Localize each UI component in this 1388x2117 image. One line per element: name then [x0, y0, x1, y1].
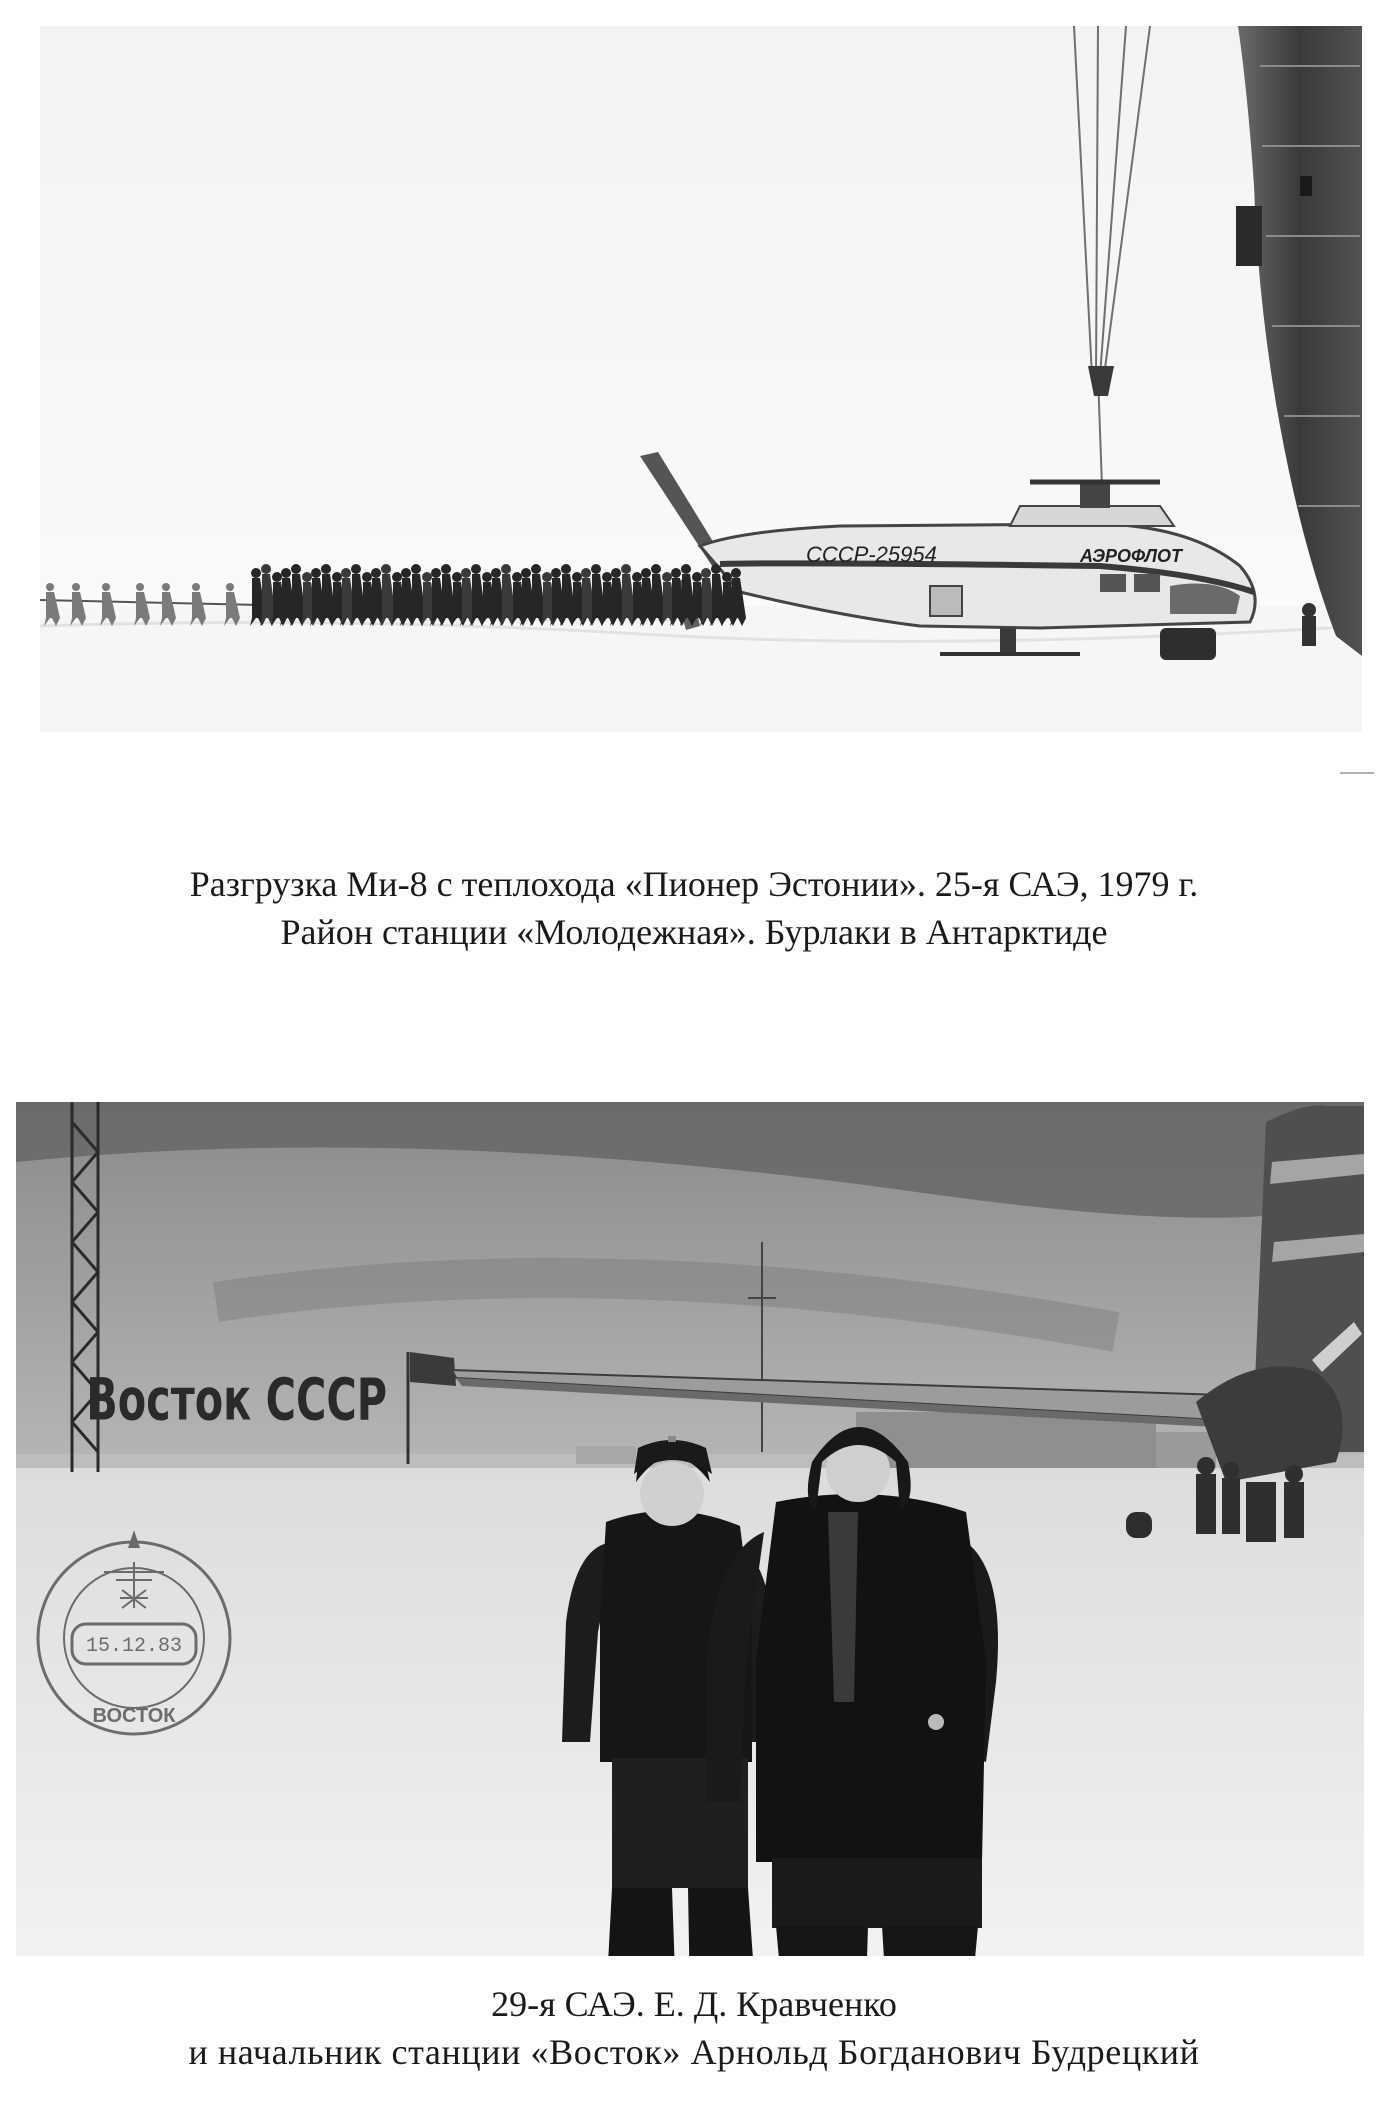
caption-top-line-2: Район станции «Молодежная». Бурлаки в Антарктиде [280, 912, 1108, 952]
hauler-head [551, 568, 561, 578]
caption-bottom-line-2: и начальник станции «Восток» Арнольд Богданович Будрецкий [188, 2032, 1200, 2072]
helicopter-livery: АЭРОФЛОТ [1080, 546, 1183, 566]
hauler-head [482, 572, 492, 582]
hauler-head [332, 572, 342, 582]
hauler-head [371, 568, 381, 578]
hauler-head [641, 568, 651, 578]
hauler-head [671, 568, 681, 578]
hauler-head [602, 572, 612, 582]
hauler-head [471, 564, 481, 574]
hauler-head [422, 572, 432, 582]
photo-vostok-station [16, 1102, 1364, 1956]
hauler-head [392, 572, 402, 582]
hauler-head [362, 572, 372, 582]
hauler-head [572, 572, 582, 582]
hauler-head [311, 568, 321, 578]
hauler-head [521, 568, 531, 578]
hauler-head [722, 572, 732, 582]
hauler-head [136, 583, 144, 591]
hauler-head [531, 564, 541, 574]
hauler-head [162, 583, 170, 591]
hauler-head [321, 564, 331, 574]
hauler-head [102, 583, 110, 591]
hauler-head [692, 572, 702, 582]
hauler-head [501, 564, 511, 574]
hauler-head [381, 564, 391, 574]
hauler-head [711, 564, 721, 574]
hauler-head [261, 564, 271, 574]
hauler-head [591, 564, 601, 574]
hauler-head [192, 583, 200, 591]
scan-mark [1340, 772, 1374, 774]
stamp-text: ВОСТОК [92, 1705, 176, 1727]
hauler-head [662, 572, 672, 582]
stamp-date: 15.12.83 [85, 1635, 183, 1658]
hauler-head [411, 564, 421, 574]
hauler-head [341, 568, 351, 578]
hauler-head [542, 572, 552, 582]
photo-helicopter-unloading [40, 26, 1362, 732]
hauler-head [611, 568, 621, 578]
caption-top [0, 860, 1388, 956]
hauler-head [441, 564, 451, 574]
helicopter-registration: СССР-25954 [806, 542, 937, 567]
hauler-head [512, 572, 522, 582]
hauler-head [731, 568, 741, 578]
hauler-head [632, 572, 642, 582]
hauler-head [581, 568, 591, 578]
hauler-head [272, 572, 282, 582]
hauler-head [351, 564, 361, 574]
hauler-head [461, 568, 471, 578]
caption-bottom [0, 1980, 1388, 2076]
hauler-head [651, 564, 661, 574]
hauler-head [302, 572, 312, 582]
hauler-head [561, 564, 571, 574]
hauler-head [431, 568, 441, 578]
hauler-head [226, 583, 234, 591]
hauler-head [452, 572, 462, 582]
hauler-head [251, 568, 261, 578]
hauler-head [701, 568, 711, 578]
caption-bottom-line-1: 29-я САЭ. Е. Д. Кравченко [491, 1984, 897, 2024]
hauler-head [46, 583, 54, 591]
station-sign: Восток СССР [86, 1365, 388, 1434]
hauler-head [281, 568, 291, 578]
hauler-head [681, 564, 691, 574]
hauler-head [491, 568, 501, 578]
hauler-head [401, 568, 411, 578]
hauler-head [291, 564, 301, 574]
hauler-head [72, 583, 80, 591]
caption-top-line-1: Разгрузка Ми-8 с теплохода «Пионер Эстонии». 25-я САЭ, 1979 г. [189, 864, 1199, 904]
hauler-head [621, 564, 631, 574]
figure-right [1302, 603, 1316, 646]
